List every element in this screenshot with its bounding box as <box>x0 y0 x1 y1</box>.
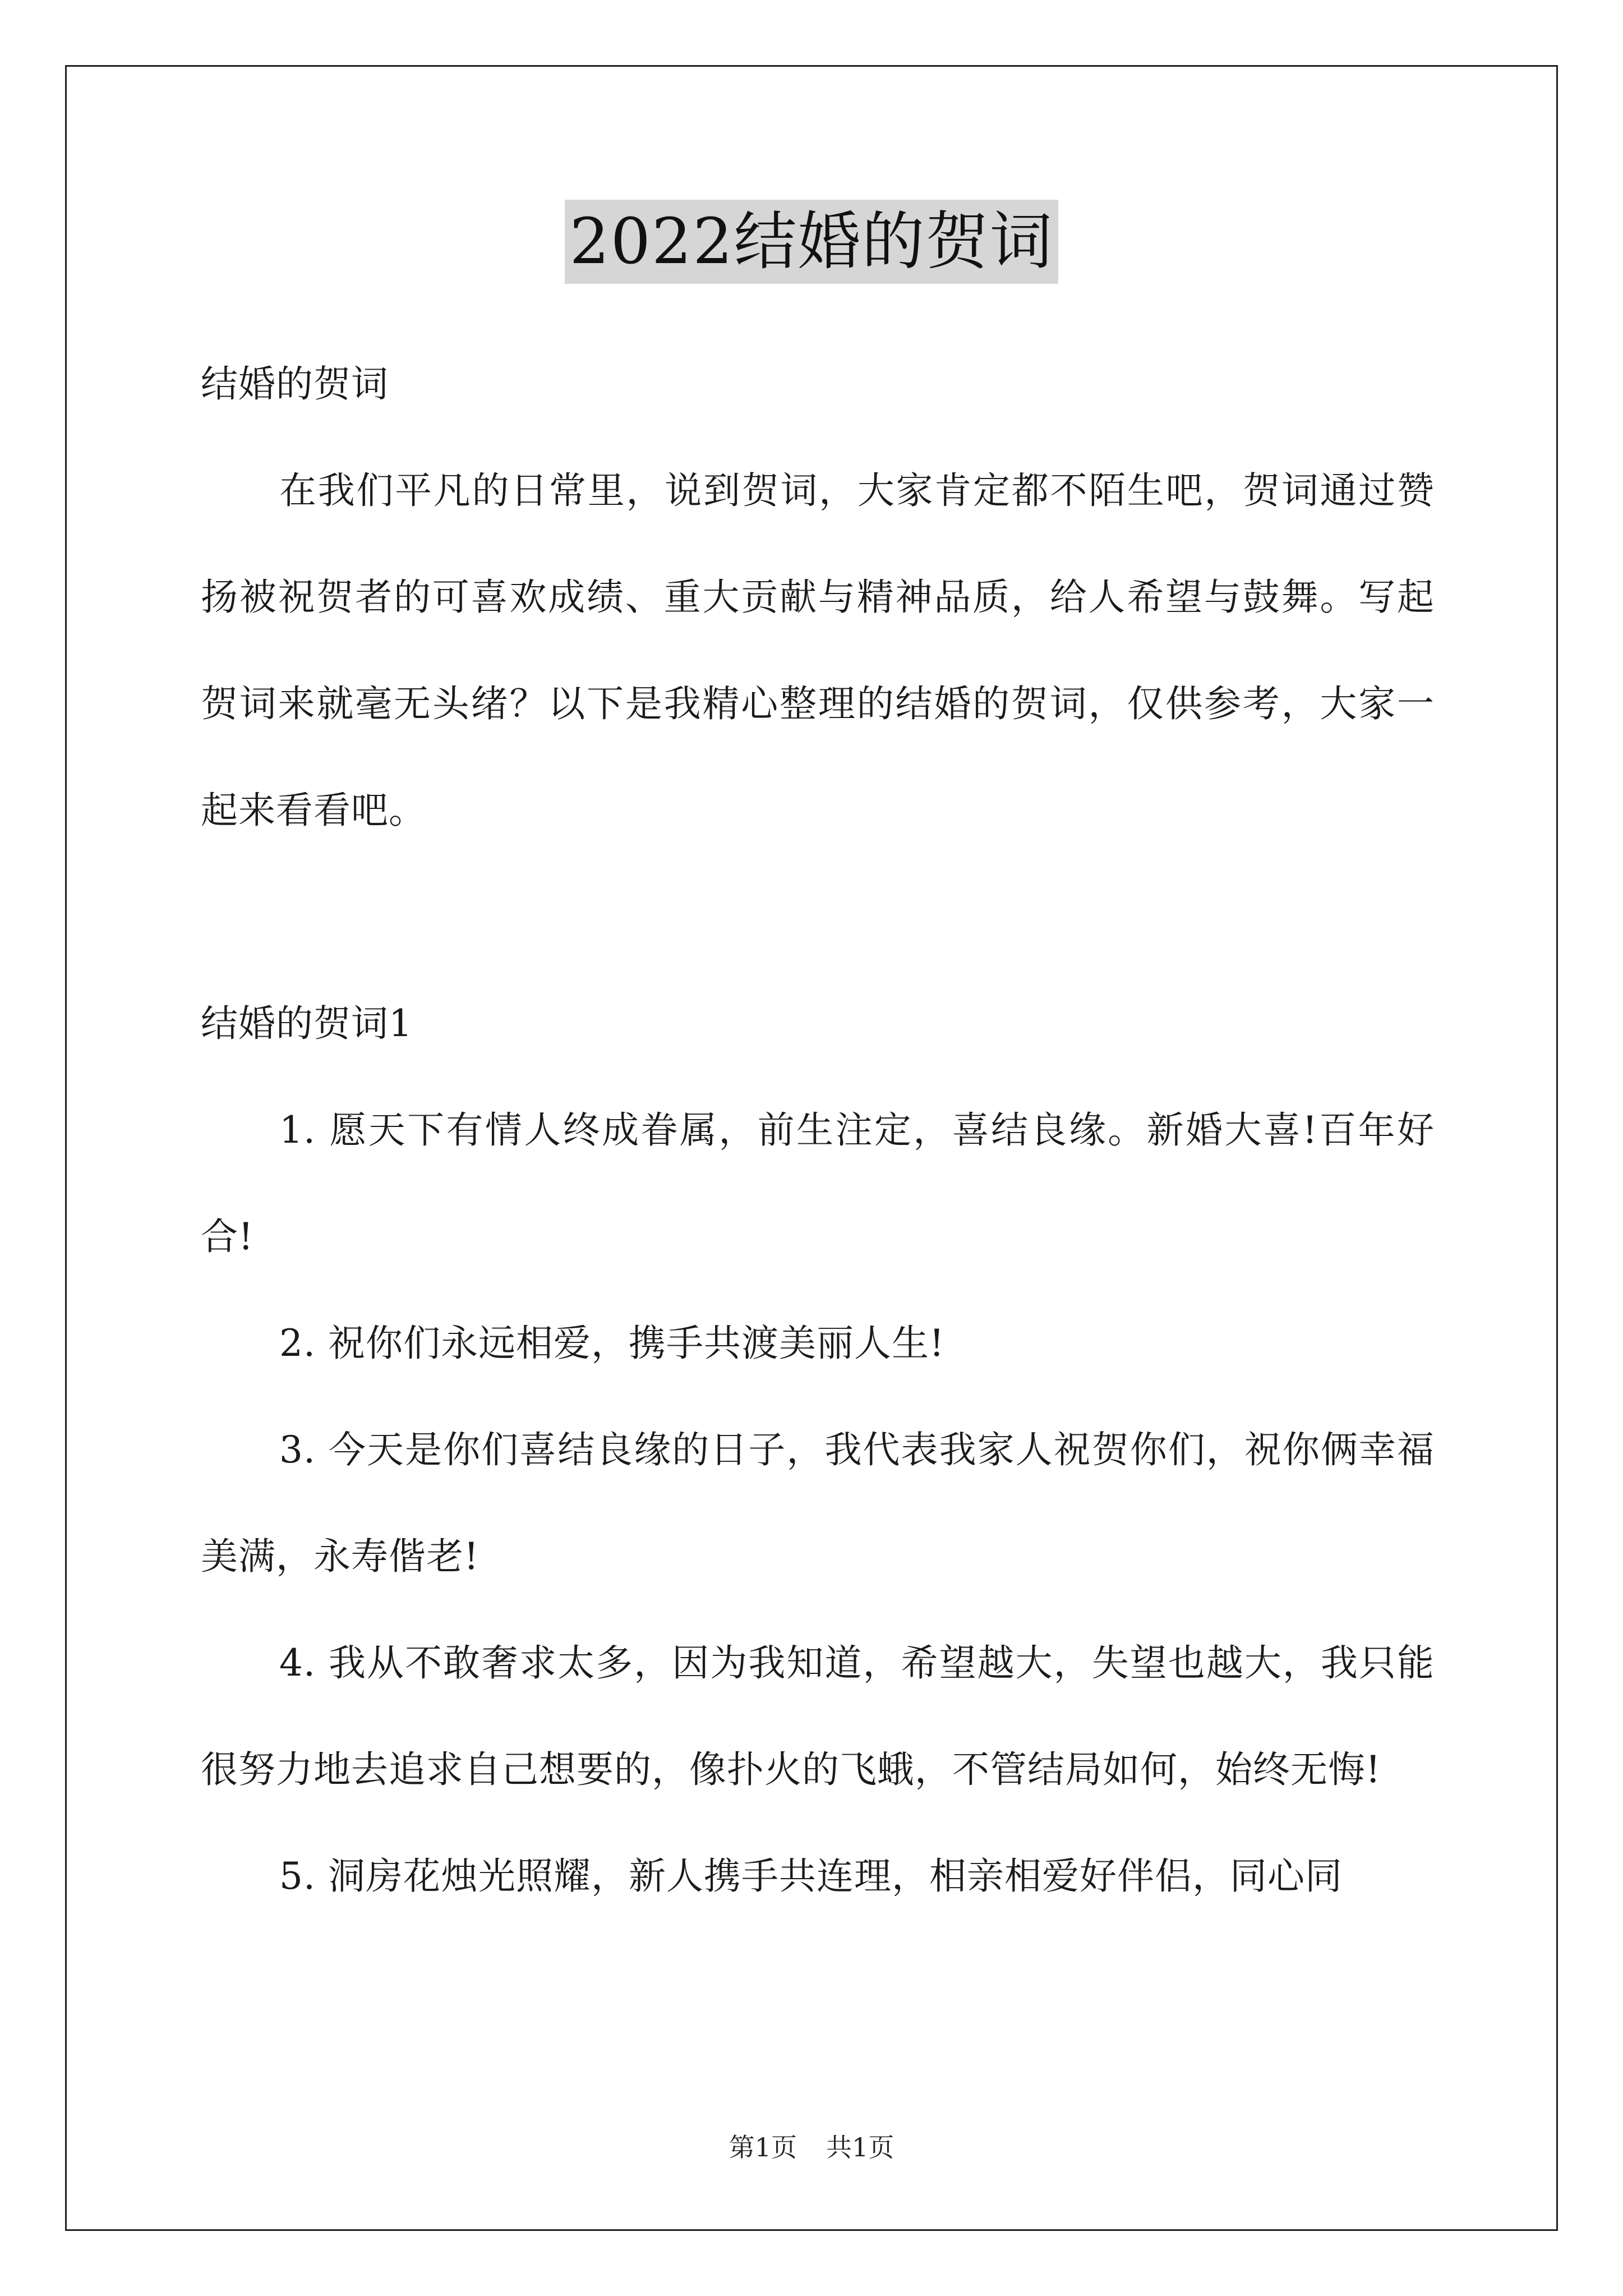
document-title: 2022结婚的贺词 <box>565 200 1058 284</box>
list-item: 5. 洞房花烛光照耀，新人携手共连理，相亲相爱好伴侣，同心同 <box>279 1855 1343 1898</box>
list-item: 2. 祝你们永远相爱，携手共渡美丽人生! <box>279 1322 945 1365</box>
page-footer <box>0 2131 1623 2164</box>
list-item: 4. 我从不敢奢求太多，因为我知道，希望越大，失望也越大，我只能很努力地去追求自己想要的，像扑火的飞蛾，不管结局如何，始终无悔! <box>201 1641 1435 1791</box>
subtitle: 结婚的贺词 <box>201 362 389 406</box>
title-block <box>0 200 1623 284</box>
list-item: 3. 今天是你们喜结良缘的日子，我代表我家人祝贺你们，祝你俩幸福美满，永寿偕老! <box>201 1428 1435 1578</box>
page-number-total: 共1页 <box>826 2132 895 2162</box>
list-item: 1. 愿天下有情人终成眷属，前生注定，喜结良缘。新婚大喜!百年好合! <box>201 1108 1435 1258</box>
section-spacer <box>201 864 1435 970</box>
page-number-current: 第1页 <box>728 2132 797 2162</box>
section-heading: 结婚的贺词1 <box>201 1002 413 1045</box>
document-body <box>201 331 1435 1930</box>
intro-paragraph: 在我们平凡的日常里，说到贺词，大家肯定都不陌生吧，贺词通过赞扬被祝贺者的可喜欢成绩、重大贡献与精神品质，给人希望与鼓舞。写起贺词来就毫无头绪？以下是我精心整理的结婚的贺词，仅供参考，大家一起来看看吧。 <box>201 469 1435 832</box>
